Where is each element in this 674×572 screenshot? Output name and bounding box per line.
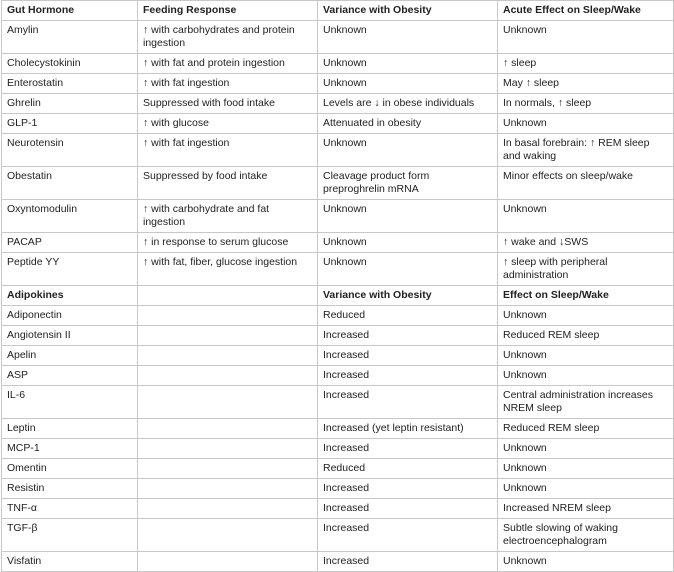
table-cell: Unknown bbox=[498, 459, 674, 479]
table-cell: Attenuated in obesity bbox=[318, 114, 498, 134]
table-cell bbox=[138, 499, 318, 519]
table-cell: Unknown bbox=[498, 552, 674, 572]
table-cell: ↑ with fat ingestion bbox=[138, 134, 318, 167]
table-row bbox=[2, 479, 674, 499]
table-cell: ↑ with carbohydrates and protein ingestion bbox=[138, 21, 318, 54]
table-cell: Amylin bbox=[2, 21, 138, 54]
table-cell bbox=[138, 459, 318, 479]
table-cell: In normals, ↑ sleep bbox=[498, 94, 674, 114]
table-cell: Angiotensin II bbox=[2, 326, 138, 346]
table-cell: ↑ with fat and protein ingestion bbox=[138, 54, 318, 74]
table-row bbox=[2, 459, 674, 479]
table-cell: Increased bbox=[318, 386, 498, 419]
table-cell: Apelin bbox=[2, 346, 138, 366]
header-cell bbox=[138, 286, 318, 306]
table-cell: ↑ with glucose bbox=[138, 114, 318, 134]
table-cell: Unknown bbox=[318, 54, 498, 74]
table-cell: Subtle slowing of waking electroencephalogram bbox=[498, 519, 674, 552]
table-cell bbox=[138, 419, 318, 439]
table-cell: Peptide YY bbox=[2, 253, 138, 286]
table-row bbox=[2, 419, 674, 439]
table-cell: ↑ with fat, fiber, glucose ingestion bbox=[138, 253, 318, 286]
table-cell: Ghrelin bbox=[2, 94, 138, 114]
table-cell: TGF-β bbox=[2, 519, 138, 552]
table-row bbox=[2, 366, 674, 386]
table-row bbox=[2, 552, 674, 572]
table-cell bbox=[138, 386, 318, 419]
table-cell: Visfatin bbox=[2, 552, 138, 572]
table-cell: Increased bbox=[318, 366, 498, 386]
table-cell: Central administration increases NREM sleep bbox=[498, 386, 674, 419]
table-cell: Cleavage product form preproghrelin mRNA bbox=[318, 167, 498, 200]
table-row bbox=[2, 167, 674, 200]
table-cell: Increased bbox=[318, 479, 498, 499]
header-cell: Variance with Obesity bbox=[318, 286, 498, 306]
table-cell: TNF-α bbox=[2, 499, 138, 519]
table-cell bbox=[138, 346, 318, 366]
table-cell: Unknown bbox=[318, 200, 498, 233]
table-cell: Reduced bbox=[318, 306, 498, 326]
table-row bbox=[2, 386, 674, 419]
table-cell: Levels are ↓ in obese individuals bbox=[318, 94, 498, 114]
table-cell: Omentin bbox=[2, 459, 138, 479]
table-cell: ↑ sleep with peripheral administration bbox=[498, 253, 674, 286]
table-cell: Reduced bbox=[318, 459, 498, 479]
gut-header-row bbox=[2, 1, 674, 21]
table-cell: Increased bbox=[318, 326, 498, 346]
header-cell: Acute Effect on Sleep/Wake bbox=[498, 1, 674, 21]
table-cell: MCP-1 bbox=[2, 439, 138, 459]
table-row bbox=[2, 21, 674, 54]
table-cell: Unknown bbox=[318, 253, 498, 286]
table-cell: ↑ with carbohydrate and fat ingestion bbox=[138, 200, 318, 233]
header-cell: Variance with Obesity bbox=[318, 1, 498, 21]
table-cell: Resistin bbox=[2, 479, 138, 499]
table-cell: Increased bbox=[318, 346, 498, 366]
table-cell: Unknown bbox=[498, 479, 674, 499]
table-cell: Increased (yet leptin resistant) bbox=[318, 419, 498, 439]
table-cell: Unknown bbox=[318, 21, 498, 54]
table-cell: Unknown bbox=[318, 134, 498, 167]
table-cell bbox=[138, 439, 318, 459]
table-cell: Minor effects on sleep/wake bbox=[498, 167, 674, 200]
table-row bbox=[2, 74, 674, 94]
table-cell: Unknown bbox=[498, 114, 674, 134]
table-cell: Neurotensin bbox=[2, 134, 138, 167]
table-row bbox=[2, 519, 674, 552]
table-cell: ↑ with fat ingestion bbox=[138, 74, 318, 94]
table-cell: ↑ wake and ↓SWS bbox=[498, 233, 674, 253]
table-cell: IL-6 bbox=[2, 386, 138, 419]
table-cell: Reduced REM sleep bbox=[498, 326, 674, 346]
table-row bbox=[2, 134, 674, 167]
header-cell: Effect on Sleep/Wake bbox=[498, 286, 674, 306]
adipokine-header-row bbox=[2, 286, 674, 306]
table-cell: Increased NREM sleep bbox=[498, 499, 674, 519]
table-cell: Increased bbox=[318, 499, 498, 519]
table-row bbox=[2, 94, 674, 114]
table-row bbox=[2, 54, 674, 74]
table-row bbox=[2, 200, 674, 233]
table-cell: ASP bbox=[2, 366, 138, 386]
table-cell: In basal forebrain: ↑ REM sleep and waking bbox=[498, 134, 674, 167]
table-cell bbox=[138, 519, 318, 552]
table-row bbox=[2, 499, 674, 519]
table-cell: Enterostatin bbox=[2, 74, 138, 94]
hormone-table bbox=[1, 0, 674, 572]
table-cell: Unknown bbox=[498, 200, 674, 233]
table-cell bbox=[138, 326, 318, 346]
table-cell: PACAP bbox=[2, 233, 138, 253]
table-cell: Unknown bbox=[498, 366, 674, 386]
table-cell bbox=[138, 552, 318, 572]
header-cell: Gut Hormone bbox=[2, 1, 138, 21]
header-cell: Adipokines bbox=[2, 286, 138, 306]
table-cell: Cholecystokinin bbox=[2, 54, 138, 74]
table-cell: Unknown bbox=[318, 74, 498, 94]
table-row bbox=[2, 306, 674, 326]
table-body bbox=[2, 1, 674, 572]
table-row bbox=[2, 346, 674, 366]
table-cell: Unknown bbox=[498, 439, 674, 459]
table-cell bbox=[138, 306, 318, 326]
table-cell: Increased bbox=[318, 552, 498, 572]
table-cell bbox=[138, 366, 318, 386]
table-row bbox=[2, 326, 674, 346]
table-cell: Obestatin bbox=[2, 167, 138, 200]
table-row bbox=[2, 439, 674, 459]
table-cell: GLP-1 bbox=[2, 114, 138, 134]
table-row bbox=[2, 114, 674, 134]
table-cell: Suppressed by food intake bbox=[138, 167, 318, 200]
table-cell: Unknown bbox=[498, 306, 674, 326]
table-cell: Suppressed with food intake bbox=[138, 94, 318, 114]
table-cell: Increased bbox=[318, 519, 498, 552]
table-cell: May ↑ sleep bbox=[498, 74, 674, 94]
table-cell: Reduced REM sleep bbox=[498, 419, 674, 439]
table-cell: Unknown bbox=[498, 346, 674, 366]
table-cell: Adiponectin bbox=[2, 306, 138, 326]
table-cell: Increased bbox=[318, 439, 498, 459]
table-row bbox=[2, 253, 674, 286]
table-cell: Leptin bbox=[2, 419, 138, 439]
table-cell: Unknown bbox=[318, 233, 498, 253]
table-cell: Unknown bbox=[498, 21, 674, 54]
table-row bbox=[2, 233, 674, 253]
header-cell: Feeding Response bbox=[138, 1, 318, 21]
table-cell bbox=[138, 479, 318, 499]
table-cell: Oxyntomodulin bbox=[2, 200, 138, 233]
table-cell: ↑ in response to serum glucose bbox=[138, 233, 318, 253]
table-cell: ↑ sleep bbox=[498, 54, 674, 74]
